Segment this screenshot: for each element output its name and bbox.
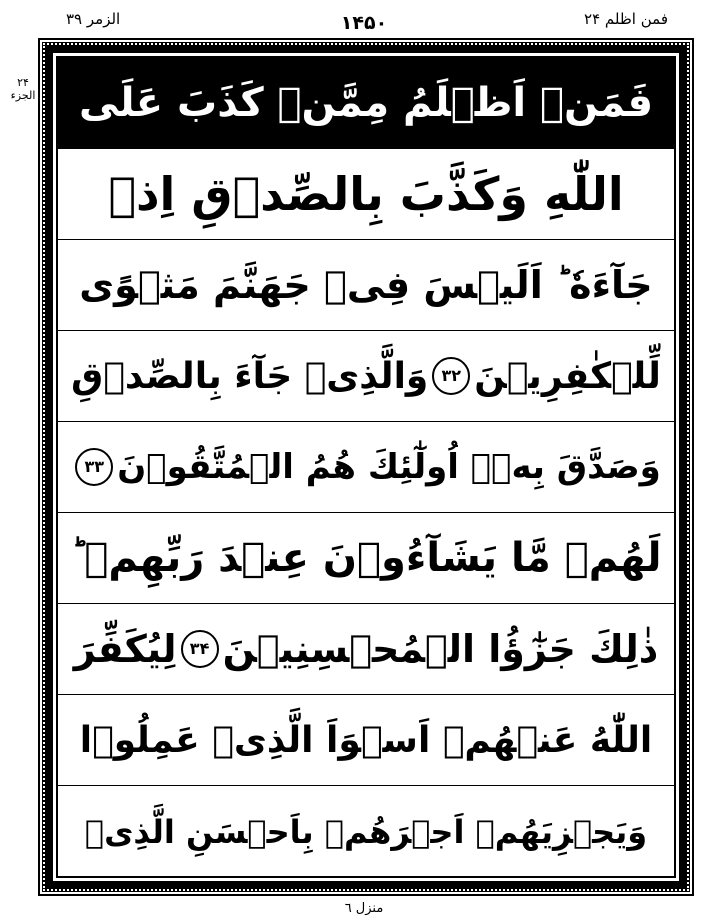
line-text: ذٰلِكَ جَزٰٓؤُا الۡمُحۡسِنِيۡنَ bbox=[222, 627, 659, 671]
line-text-continued: وَالَّذِىۡ جَآءَ بِالصِّدۡقِ bbox=[71, 355, 429, 397]
surah-name: الزمر ۳۹ bbox=[66, 10, 121, 28]
line-text: اللّٰهُ عَنۡهُمۡ اَسۡوَاَ الَّذِىۡ عَمِلُوۡا bbox=[79, 719, 653, 761]
manzil-footer: منزل ٦ bbox=[344, 901, 384, 916]
text-line-7 bbox=[58, 604, 674, 695]
juz-marker: ۲۴ الجزء bbox=[10, 76, 36, 102]
line-text-continued: لِيُكَفِّرَ bbox=[73, 627, 177, 671]
text-line-1 bbox=[58, 58, 674, 149]
line-text: لَهُمۡ مَّا يَشَآءُوۡنَ عِنۡدَ رَبِّهِمۡ ؕ bbox=[70, 535, 662, 581]
text-line-4 bbox=[58, 331, 674, 422]
line-text: لِّلۡكٰفِرِيۡنَ bbox=[474, 355, 661, 397]
line-text: جَآءَهٗ ؕ اَلَيۡسَ فِىۡ جَهَنَّمَ مَثۡوًى bbox=[79, 263, 653, 307]
line-text: فَمَنۡ اَظۡلَمُ مِمَّنۡ كَذَبَ عَلَى bbox=[78, 80, 654, 126]
text-line-6 bbox=[58, 513, 674, 604]
page-number: ۱۴۵۰ bbox=[340, 12, 388, 34]
line-text: اللّٰهِ وَكَذَّبَ بِالصِّدۡقِ اِذۡ bbox=[108, 167, 624, 221]
text-line-2 bbox=[58, 149, 674, 240]
ayah-number-marker: ۳۲ bbox=[432, 357, 470, 395]
para-name: فمن اظلم ۲۴ bbox=[584, 10, 668, 28]
line-text: وَيَجۡزِيَهُمۡ اَجۡرَهُمۡ بِاَحۡسَنِ الَّذِىۡ bbox=[84, 812, 648, 851]
text-line-3 bbox=[58, 240, 674, 331]
line-text: وَصَدَّقَ بِهٖۤ اُولٰٓئِكَ هُمُ الۡمُتَّقُوۡنَ bbox=[117, 447, 661, 487]
quran-text-block bbox=[58, 58, 674, 876]
ayah-number-marker: ۳۳ bbox=[75, 448, 113, 486]
text-line-9 bbox=[58, 786, 674, 877]
ayah-number-marker: ۳۴ bbox=[181, 630, 219, 668]
text-line-5 bbox=[58, 422, 674, 513]
text-line-8 bbox=[58, 695, 674, 786]
